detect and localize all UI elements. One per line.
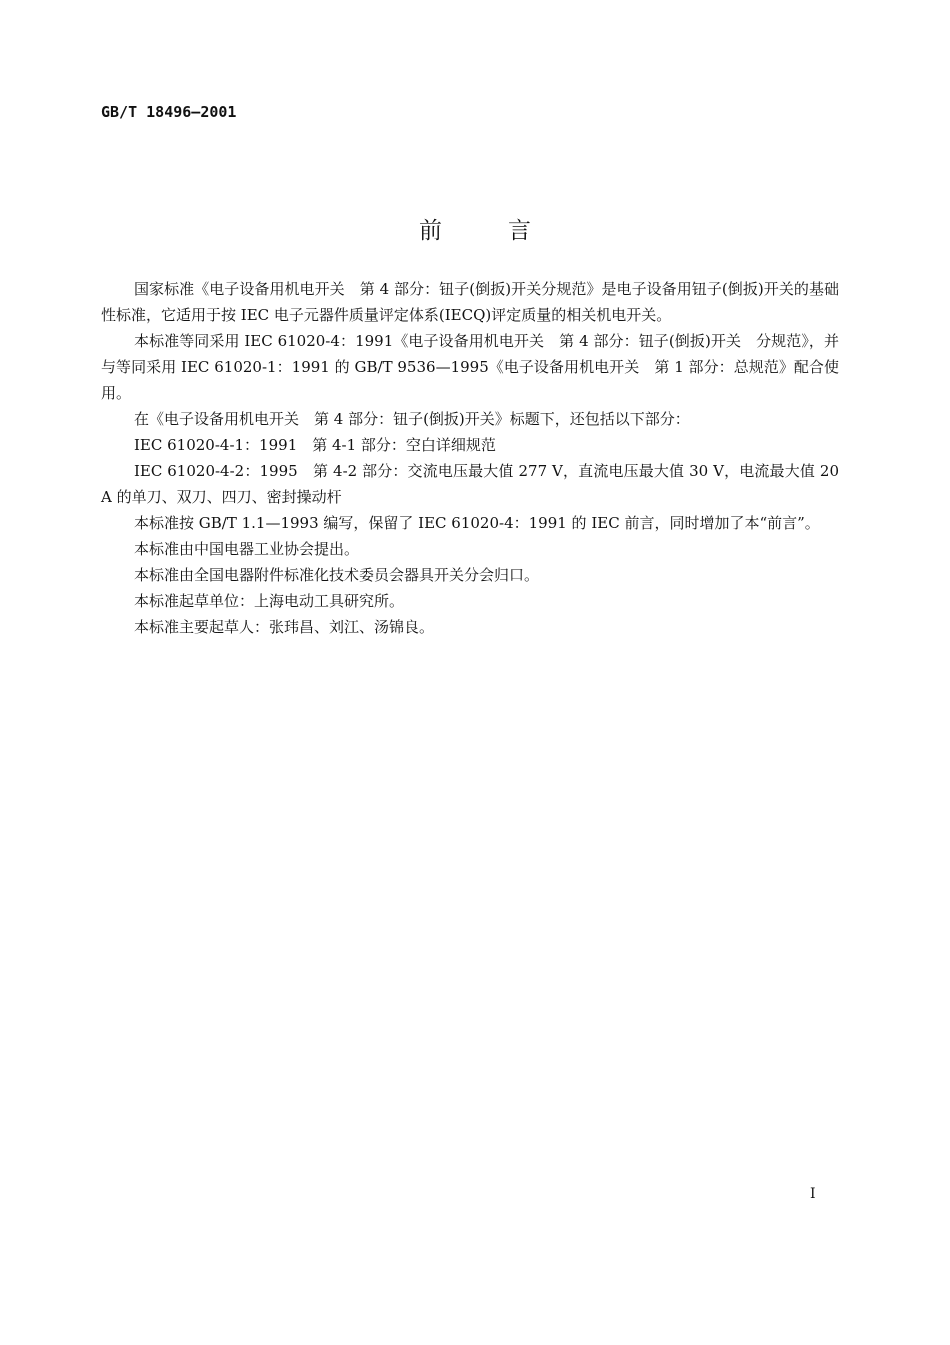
page-title: 前言 (419, 218, 597, 244)
standard-number: GB/T 18496—2001 (101, 103, 237, 121)
paragraph-drafters: 本标准主要起草人：张玮昌、刘江、汤锦良。 (134, 618, 435, 636)
paragraph-drafting-unit: 本标准起草单位：上海电动工具研究所。 (134, 592, 405, 610)
paragraph-responsible-committee: 本标准由全国电器附件标准化技术委员会器具开关分会归口。 (134, 566, 540, 584)
paragraph-part-4-1: IEC 61020-4-1：1991 第 4-1 部分：空白详细规范 (134, 436, 496, 454)
paragraph-drafting-rules: 本标准按 GB/T 1.1—1993 编写，保留了 IEC 61020-4：1991 的 IEC 前言，同时增加了本“前言”。 (134, 514, 820, 532)
paragraph-proposer: 本标准由中国电器工业协会提出。 (134, 540, 360, 558)
paragraph-scope: 国家标准《电子设备用机电开关 第 4 部分：钮子(倒扳)开关分规范》是电子设备用钮子(倒扳)开关的基础性标准，它适用于按 IEC 电子元器件质量评定体系(IECQ)评定质量的相关机电开关。 (101, 280, 839, 324)
paragraph-adoption: 本标准等同采用 IEC 61020-4：1991《电子设备用机电开关 第 4 部分：钮子(倒扳)开关 分规范》，并与等同采用 IEC 61020-1：1991 的 GB/T 9536—1995《电子设备用机电开关 第 1 部分：总规范》配合使用。 (101, 332, 839, 402)
paragraph-series-intro: 在《电子设备用机电开关 第 4 部分：钮子(倒扳)开关》标题下，还包括以下部分： (134, 410, 690, 428)
page-number: I (810, 1186, 816, 1202)
foreword-body (101, 276, 839, 640)
paragraph-part-4-2: IEC 61020-4-2：1995 第 4-2 部分：交流电压最大值 277 V，直流电压最大值 30 V，电流最大值 20 A 的单刀、双刀、四刀、密封操动杆 (101, 462, 839, 506)
